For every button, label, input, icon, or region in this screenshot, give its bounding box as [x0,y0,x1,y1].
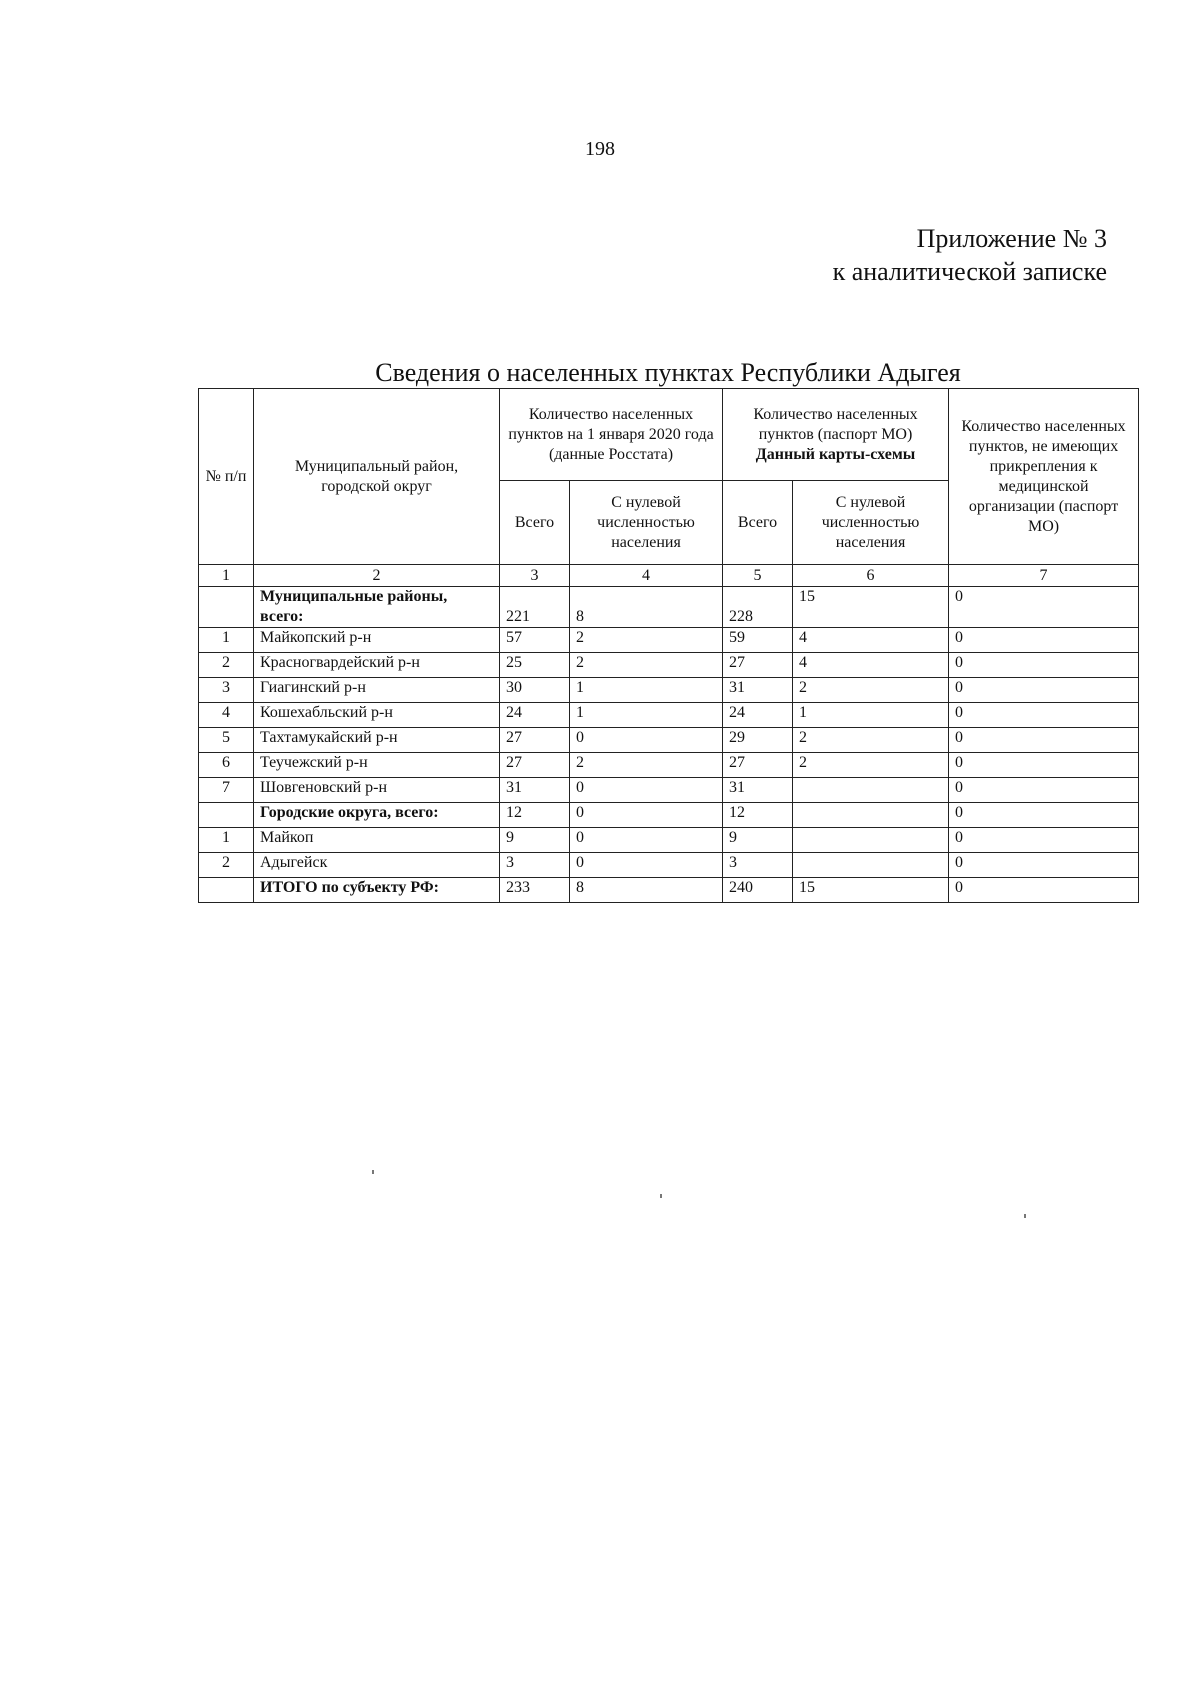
col-number: 7 [949,565,1139,587]
appendix-line-1: Приложение № 3 [916,224,1107,253]
row-name: Красногвардейский р-н [254,653,500,678]
row-number: 3 [199,678,254,703]
no-attachment-count: 0 [949,728,1139,753]
row-number: 1 [199,828,254,853]
header-no-attachment: Количество населенных пунктов, не имеющих прикрепления к медицинской организации (паспорт МО) [949,389,1139,565]
no-attachment-count: 0 [949,703,1139,728]
header-passport-zero: С нулевой численностью населения [793,481,949,565]
passport-zero: 2 [793,753,949,778]
rosstat-zero: 1 [570,703,723,728]
header-rosstat-total: Всего [500,481,570,565]
appendix-note [833,222,1107,288]
rosstat-total: 27 [500,753,570,778]
row-number: 6 [199,753,254,778]
rosstat-total: 221 [500,587,570,628]
passport-total: 31 [723,678,793,703]
passport-total: 240 [723,878,793,903]
row-number: 4 [199,703,254,728]
rosstat-zero: 0 [570,803,723,828]
passport-total: 27 [723,753,793,778]
passport-total: 24 [723,703,793,728]
rosstat-total: 30 [500,678,570,703]
no-attachment-count: 0 [949,878,1139,903]
rosstat-total: 31 [500,778,570,803]
table-row [199,753,1139,778]
no-attachment-count: 0 [949,778,1139,803]
passport-total: 3 [723,853,793,878]
rosstat-zero: 0 [570,728,723,753]
table-row [199,853,1139,878]
no-attachment-count: 0 [949,678,1139,703]
rosstat-total: 24 [500,703,570,728]
rosstat-zero: 0 [570,853,723,878]
rosstat-zero: 0 [570,828,723,853]
no-attachment-count: 0 [949,753,1139,778]
table-row [199,653,1139,678]
col-number: 1 [199,565,254,587]
row-number: 2 [199,853,254,878]
header-rosstat: Количество населенных пунктов на 1 января 2020 года (данные Росстата) [500,389,723,481]
rosstat-zero: 0 [570,778,723,803]
rosstat-zero: 2 [570,753,723,778]
row-name: Шовгеновский р-н [254,778,500,803]
rosstat-total: 27 [500,728,570,753]
scan-speck [372,1170,374,1174]
no-attachment-count: 0 [949,803,1139,828]
rosstat-zero: 8 [570,878,723,903]
header-passport-bold: Данный карты-схемы [755,445,916,463]
passport-total: 31 [723,778,793,803]
passport-zero: 1 [793,703,949,728]
scan-speck [660,1194,662,1198]
passport-zero: 2 [793,728,949,753]
group-row [199,587,1139,628]
header-passport [723,389,949,481]
passport-zero: 15 [793,587,949,628]
col-number: 3 [500,565,570,587]
scan-speck [1024,1214,1026,1218]
row-name: Тахтамукайский р-н [254,728,500,753]
no-attachment-count: 0 [949,587,1139,628]
row-name: Гиагинский р-н [254,678,500,703]
col-number: 6 [793,565,949,587]
rosstat-total: 12 [500,803,570,828]
document-title: Сведения о населенных пунктах Республики Адыгея [375,358,961,387]
rosstat-zero: 2 [570,653,723,678]
passport-total: 228 [723,587,793,628]
passport-zero [793,803,949,828]
header-passport-total: Всего [723,481,793,565]
col-number: 5 [723,565,793,587]
header-municipality: Муниципальный район, городской округ [254,389,500,565]
row-number [199,878,254,903]
passport-zero [793,853,949,878]
row-number: 1 [199,628,254,653]
no-attachment-count: 0 [949,853,1139,878]
no-attachment-count: 0 [949,828,1139,853]
row-number: 7 [199,778,254,803]
row-name: Теучежский р-н [254,753,500,778]
row-name: Майкоп [254,828,500,853]
rosstat-zero: 2 [570,628,723,653]
rosstat-zero: 8 [570,587,723,628]
rosstat-zero: 1 [570,678,723,703]
appendix-line-2: к аналитической записке [832,257,1107,286]
passport-total: 29 [723,728,793,753]
row-number [199,587,254,628]
passport-total: 9 [723,828,793,853]
group-row [199,803,1139,828]
row-number [199,803,254,828]
row-name: ИТОГО по субъекту РФ: [254,878,500,903]
row-number: 5 [199,728,254,753]
passport-total: 12 [723,803,793,828]
no-attachment-count: 0 [949,653,1139,678]
passport-zero: 4 [793,628,949,653]
header-passport-text: Количество населенных пунктов (паспорт МО) [753,405,918,443]
header-num: № п/п [199,389,254,565]
table-body [199,587,1139,903]
table-row [199,728,1139,753]
table-row [199,628,1139,653]
passport-zero: 2 [793,678,949,703]
passport-total: 27 [723,653,793,678]
row-name: Городские округа, всего: [254,803,500,828]
passport-zero [793,778,949,803]
row-name: Муниципальные районы, всего: [254,587,500,628]
row-name: Кошехабльский р-н [254,703,500,728]
rosstat-total: 9 [500,828,570,853]
rosstat-total: 3 [500,853,570,878]
row-name: Адыгейск [254,853,500,878]
page-number: 198 [585,138,615,160]
header-rosstat-zero: С нулевой численностью населения [570,481,723,565]
passport-total: 59 [723,628,793,653]
table-row [199,703,1139,728]
col-number: 2 [254,565,500,587]
rosstat-total: 25 [500,653,570,678]
row-number: 2 [199,653,254,678]
total-row [199,878,1139,903]
passport-zero [793,828,949,853]
row-name: Майкопский р-н [254,628,500,653]
table-row [199,678,1139,703]
table-row [199,828,1139,853]
no-attachment-count: 0 [949,628,1139,653]
settlements-table [198,388,1139,903]
rosstat-total: 233 [500,878,570,903]
passport-zero: 4 [793,653,949,678]
rosstat-total: 57 [500,628,570,653]
table-row [199,778,1139,803]
passport-zero: 15 [793,878,949,903]
col-number: 4 [570,565,723,587]
